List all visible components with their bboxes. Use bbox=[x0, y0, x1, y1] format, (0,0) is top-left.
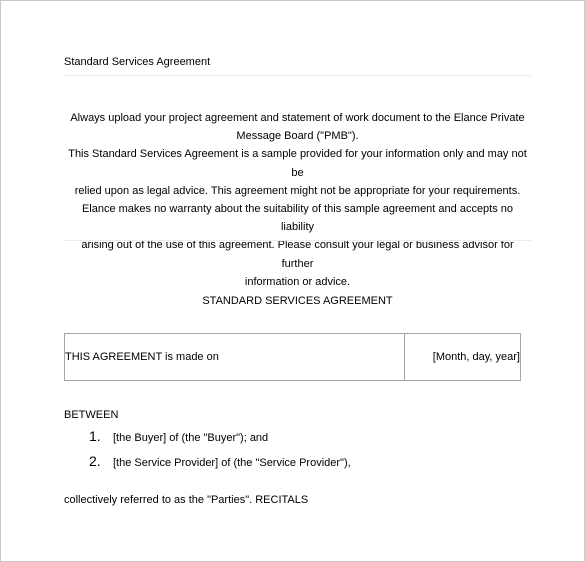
header-divider bbox=[64, 75, 531, 76]
between-label: BETWEEN bbox=[64, 409, 119, 421]
party-list-item bbox=[89, 428, 268, 444]
party-list-item bbox=[89, 453, 351, 469]
party-number: 2. bbox=[89, 453, 101, 469]
agreement-date-label: THIS AGREEMENT is made on bbox=[65, 351, 219, 363]
party-text[interactable]: [the Service Provider] of (the "Service Provider"), bbox=[113, 457, 351, 469]
notice-line: arising out of the use of this agreement. Please consult your legal or business advisor for further bbox=[81, 239, 514, 270]
document-header-title: Standard Services Agreement bbox=[64, 56, 211, 68]
notice-divider bbox=[64, 240, 531, 241]
party-number: 1. bbox=[89, 428, 101, 444]
disclaimer-notice bbox=[64, 109, 531, 291]
table-cell-divider bbox=[404, 334, 405, 380]
notice-line: relied upon as legal advice. This agreement might not be appropriate for your requirements. bbox=[74, 184, 521, 197]
party-text[interactable]: [the Buyer] of (the "Buyer"); and bbox=[113, 432, 269, 444]
notice-line: Always upload your project agreement and statement of work document to the Elance Private bbox=[70, 112, 525, 124]
notice-line: information or advice. bbox=[244, 275, 351, 288]
collective-parties-text: collectively referred to as the "Parties". RECITALS bbox=[64, 494, 309, 506]
agreement-date-placeholder[interactable]: [Month, day, year] bbox=[432, 351, 520, 363]
notice-line: This Standard Services Agreement is a sample provided for your information only and may not be bbox=[68, 148, 527, 179]
notice-line: Message Board ("PMB"). bbox=[236, 130, 359, 143]
notice-line: Elance makes no warranty about the suitability of this sample agreement and accepts no liability bbox=[81, 203, 514, 234]
agreement-date-table bbox=[64, 333, 521, 381]
agreement-heading: STANDARD SERVICES AGREEMENT bbox=[202, 295, 393, 307]
